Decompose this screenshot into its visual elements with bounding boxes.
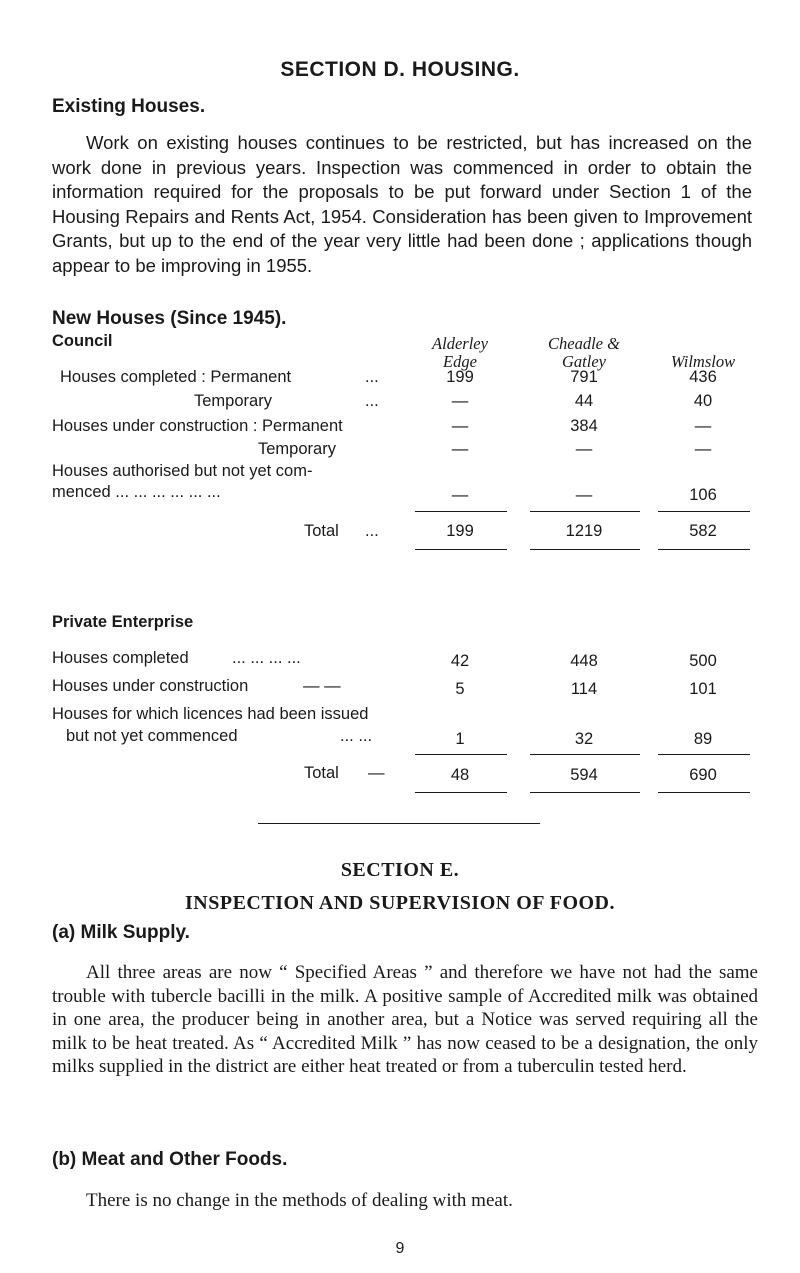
row-dots: ... [365, 392, 379, 410]
section-e-title: SECTION E. [340, 859, 460, 881]
row-dots: ... [365, 522, 379, 540]
column-header-line [648, 335, 758, 353]
row-dots: — — [303, 677, 341, 695]
total-rule [658, 792, 750, 793]
cell-value: — [451, 392, 469, 410]
cell-value: — [694, 417, 712, 435]
cell-value: 114 [570, 680, 598, 698]
column-header-cheadle [529, 335, 639, 371]
cell-value: 199 [446, 522, 474, 540]
subtotal-rule [530, 511, 640, 512]
cell-value: 594 [570, 766, 598, 784]
row-label-continued: but not yet commenced [66, 727, 238, 745]
row-label: Temporary [258, 440, 336, 458]
row-label: Houses authorised but not yet com- [52, 462, 313, 480]
existing-houses-paragraph: Work on existing houses continues to be restricted, but has increased on the work done in previous years. Inspection was commenced in order to obtain the information required for the proposals to be put forward under Section 1 of the Housing Repairs and Rents Act, 1954. Consideration has been given to Improvement Grants, but up to the end of the year very little had been done ; applications though appear to be improving in 1955. [52, 132, 752, 276]
cell-value: 101 [689, 680, 717, 698]
subtotal-rule [415, 511, 507, 512]
existing-houses-heading: Existing Houses. [52, 96, 206, 117]
cell-value: 44 [574, 392, 594, 410]
total-rule [415, 549, 507, 550]
cell-value: 89 [693, 730, 713, 748]
row-label: Houses completed : Permanent [60, 368, 292, 386]
meat-paragraph: There is no change in the methods of dealing with meat. [86, 1190, 513, 1211]
council-label: Council [52, 332, 113, 350]
cell-value: 199 [446, 368, 474, 386]
cell-value: 1 [455, 730, 465, 748]
cell-value: 42 [450, 652, 470, 670]
cell-value: — [575, 440, 593, 458]
column-header-line: Alderley [432, 334, 488, 353]
total-rule [415, 792, 507, 793]
cell-value: 690 [689, 766, 717, 784]
row-dots: ... [365, 368, 379, 386]
private-enterprise-heading: Private Enterprise [52, 613, 194, 631]
cell-value: — [451, 486, 469, 504]
meat-heading: (b) Meat and Other Foods. [52, 1149, 288, 1170]
cell-value: — [451, 440, 469, 458]
milk-supply-paragraph: All three areas are now “ Specified Areas ” and therefore we have not had the same trouble with tubercle bacilli in the milk. A positive sample of Accredited milk was obtained in one area, the producer being in another area, but a Notice was served requiring all the milk to be heat treated. As “ Accredited Milk ” has now ceased to be a designation, the only milks supplied in the district are either heat treated or from a tuberculin tested herd. [52, 962, 758, 1078]
cell-value: 500 [689, 652, 717, 670]
row-label: Total [304, 764, 339, 782]
cell-value: — [694, 440, 712, 458]
column-header-line: Cheadle & [548, 334, 620, 353]
cell-value: 48 [450, 766, 470, 784]
row-label: Temporary [194, 392, 272, 410]
milk-supply-heading: (a) Milk Supply. [52, 922, 190, 943]
subtotal-rule [415, 754, 507, 755]
row-dots: ... ... ... ... [232, 649, 301, 667]
cell-value: 40 [693, 392, 713, 410]
cell-value: 436 [689, 368, 717, 386]
row-label-continued: menced ... ... ... ... ... ... [52, 483, 221, 501]
cell-value: 1219 [565, 522, 603, 540]
column-header-line: Gatley [562, 352, 606, 371]
column-header-line: Edge [443, 352, 477, 371]
cell-value: 791 [570, 368, 598, 386]
row-label: Houses for which licences had been issued [52, 705, 369, 723]
cell-value: 32 [574, 730, 594, 748]
page-number: 9 [395, 1240, 405, 1257]
row-dots: ... ... [340, 727, 373, 745]
total-rule [530, 549, 640, 550]
row-label: Total [304, 522, 339, 540]
section-d-title: SECTION D. HOUSING. [280, 58, 520, 81]
row-label: Houses under construction [52, 677, 249, 695]
cell-value: 106 [689, 486, 717, 504]
total-rule [530, 792, 640, 793]
row-label: Houses under construction : Permanent [52, 417, 343, 435]
column-header-line: Wilmslow [670, 352, 736, 371]
subtotal-rule [658, 511, 750, 512]
total-rule [658, 549, 750, 550]
subtotal-rule [530, 754, 640, 755]
new-houses-heading: New Houses (Since 1945). [52, 308, 287, 329]
cell-value: 448 [570, 652, 598, 670]
column-header-alderley [405, 335, 515, 371]
row-label: Houses completed [52, 649, 189, 667]
section-divider [258, 823, 540, 824]
cell-value: 384 [570, 417, 598, 435]
cell-value: — [575, 486, 593, 504]
cell-value: — [451, 417, 469, 435]
subtotal-rule [658, 754, 750, 755]
section-e-subtitle: INSPECTION AND SUPERVISION OF FOOD. [185, 892, 615, 914]
cell-value: 582 [689, 522, 717, 540]
row-dots: — [368, 764, 385, 782]
column-header-wilmslow [648, 335, 758, 371]
cell-value: 5 [455, 680, 465, 698]
